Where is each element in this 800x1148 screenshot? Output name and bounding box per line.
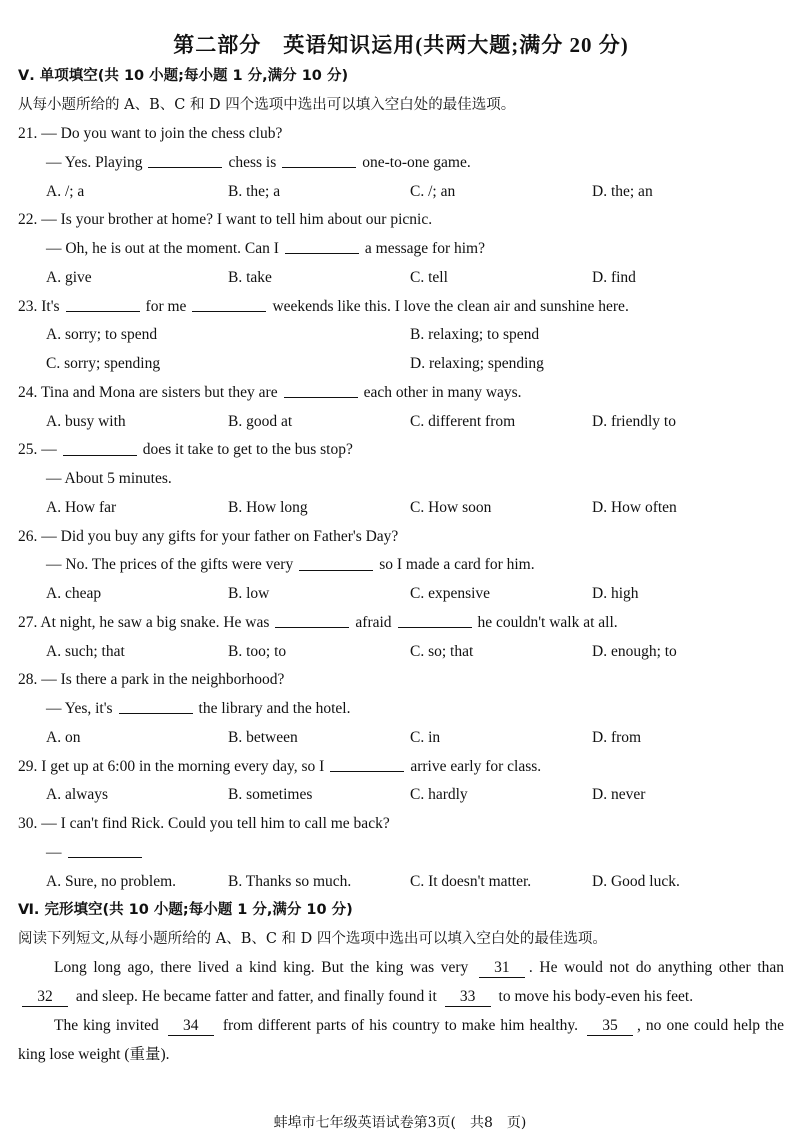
passage-paragraph-1: Long long ago, there lived a kind king. But the king was very 31 . He would not do anything other than 32 and sleep. He became fatter and fatter, and finally found it 33 to move his body-even his feet. — [18, 954, 784, 1012]
question-29: 29. I get up at 6:00 in the morning every day, so I arrive early for class. — [18, 757, 542, 775]
question-26-line2: — No. The prices of the gifts were very so I made a card for him. — [46, 556, 535, 574]
question-22-options — [18, 264, 784, 293]
question-25: 25. — does it take to get to the bus stop? — [18, 441, 353, 459]
option-d: D. the; an — [592, 182, 653, 200]
question-30-line2: — — [18, 839, 784, 868]
option-b: B. sometimes — [228, 786, 313, 804]
option-a: A. Sure, no problem. — [46, 872, 177, 890]
option-b: B. too; to — [228, 642, 287, 660]
answer-blank — [284, 396, 358, 398]
question-27-options — [18, 638, 784, 667]
question-28-line2: — Yes, it's the library and the hotel. — [46, 700, 351, 717]
option-a: A. give — [46, 268, 92, 286]
option-d: D. relaxing; spending — [410, 355, 544, 372]
option-c: C. in — [410, 728, 441, 746]
answer-blank — [66, 310, 140, 312]
option-d: D. never — [592, 786, 646, 804]
answer-blank — [192, 310, 266, 312]
option-c: C. expensive — [410, 585, 491, 602]
option-c: C. How soon — [410, 498, 492, 516]
answer-blank — [398, 626, 472, 628]
option-b: B. the; a — [228, 182, 281, 200]
option-b: B. relaxing; to spend — [410, 326, 540, 344]
passage-paragraph-2: The king invited 34 from different parts of his country to make him healthy. 35 , no one could help the king lose weight (重量). — [18, 1016, 784, 1063]
answer-blank — [119, 712, 193, 714]
answer-blank — [282, 166, 356, 168]
question-26: 26. — Did you buy any gifts for your father on Father's Day? — [18, 527, 399, 545]
answer-blank — [148, 166, 222, 168]
question-22: 22. — Is your brother at home? I want to tell him about our picnic. — [18, 211, 433, 229]
question-25-line2: — About 5 minutes. — [46, 470, 172, 487]
option-a: A. on — [46, 728, 81, 746]
question-28-options — [18, 724, 784, 753]
question-24-options — [18, 408, 784, 437]
blank-32: 32 — [22, 988, 68, 1007]
option-d: D. How often — [592, 498, 677, 516]
option-a: A. /; a — [46, 182, 85, 200]
question-21-line2: — Yes. Playing chess is one-to-one game. — [46, 153, 471, 171]
question-25-options — [18, 494, 784, 523]
option-b: B. How long — [228, 498, 308, 516]
question-30: 30. — I can't find Rick. Could you tell him to call me back? — [18, 815, 390, 832]
option-a: A. busy with — [46, 412, 126, 430]
question-22-line2: — Oh, he is out at the moment. Can I a message for him? — [46, 240, 485, 257]
question-28: 28. — Is there a park in the neighborhood? — [18, 671, 285, 689]
option-b: B. low — [228, 585, 270, 602]
blank-31: 31 — [479, 959, 525, 978]
section-6-instruction: 阅读下列短文,从每小题所给的 A、B、C 和 D 四个选项中选出可以填入空白处的最佳选项。 — [18, 931, 607, 948]
option-a: A. always — [46, 786, 108, 804]
blank-33: 33 — [445, 988, 491, 1007]
option-d: D. friendly to — [592, 412, 676, 430]
option-a: A. sorry; to spend — [46, 326, 158, 344]
option-c: C. different from — [410, 412, 516, 430]
option-c: C. tell — [410, 268, 448, 286]
option-d: D. enough; to — [592, 642, 677, 660]
answer-blank — [330, 770, 404, 772]
option-c: C. /; an — [410, 182, 456, 200]
answer-blank — [299, 569, 373, 571]
option-a: A. cheap — [46, 585, 102, 602]
cloze-passage — [18, 954, 784, 1069]
question-24: 24. Tina and Mona are sisters but they are each other in many ways. — [18, 383, 522, 401]
page-footer: 蚌埠市七年级英语试卷第3页( 共8 页) — [273, 1115, 527, 1131]
option-d: D. find — [592, 268, 636, 286]
option-d: D. high — [592, 585, 639, 602]
question-23: 23. It's for me weekends like this. I love the clean air and sunshine here. — [18, 297, 629, 315]
question-26-options — [18, 580, 784, 609]
question-27: 27. At night, he saw a big snake. He was afraid he couldn't walk at all. — [18, 613, 618, 631]
option-c: C. It doesn't matter. — [410, 872, 532, 890]
option-c: C. sorry; spending — [46, 355, 161, 372]
question-23-options-ab — [18, 321, 784, 350]
blank-35: 35 — [587, 1017, 633, 1036]
blank-34: 34 — [168, 1017, 214, 1036]
option-b: B. between — [228, 728, 298, 746]
exam-page — [18, 0, 784, 1069]
question-29-options — [18, 781, 784, 810]
option-d: D. from — [592, 728, 642, 746]
question-23-options-cd — [18, 350, 784, 379]
option-c: C. so; that — [410, 642, 474, 660]
section-5-instruction: 从每小题所给的 A、B、C 和 D 四个选项中选出可以填入空白处的最佳选项。 — [18, 97, 516, 113]
option-b: B. Thanks so much. — [228, 872, 352, 890]
answer-blank — [63, 454, 137, 456]
question-21-options — [18, 178, 784, 207]
answer-blank — [68, 856, 142, 858]
section-5-heading: Ⅴ. 单项填空(共 10 小题;每小题 1 分,满分 10 分) — [18, 68, 349, 84]
answer-blank — [285, 252, 359, 254]
question-21: 21. — Do you want to join the chess club? — [18, 125, 283, 142]
option-d: D. Good luck. — [592, 872, 680, 890]
option-a: A. such; that — [46, 642, 125, 660]
page-title: 第二部分 英语知识运用(共两大题;满分 20 分) — [173, 33, 629, 57]
question-30-options — [18, 868, 784, 897]
answer-blank — [275, 626, 349, 628]
option-b: B. good at — [228, 412, 293, 430]
section-6-heading: Ⅵ. 完形填空(共 10 小题;每小题 1 分,满分 10 分) — [18, 902, 353, 919]
option-b: B. take — [228, 268, 272, 286]
option-a: A. How far — [46, 498, 117, 516]
option-c: C. hardly — [410, 786, 468, 804]
